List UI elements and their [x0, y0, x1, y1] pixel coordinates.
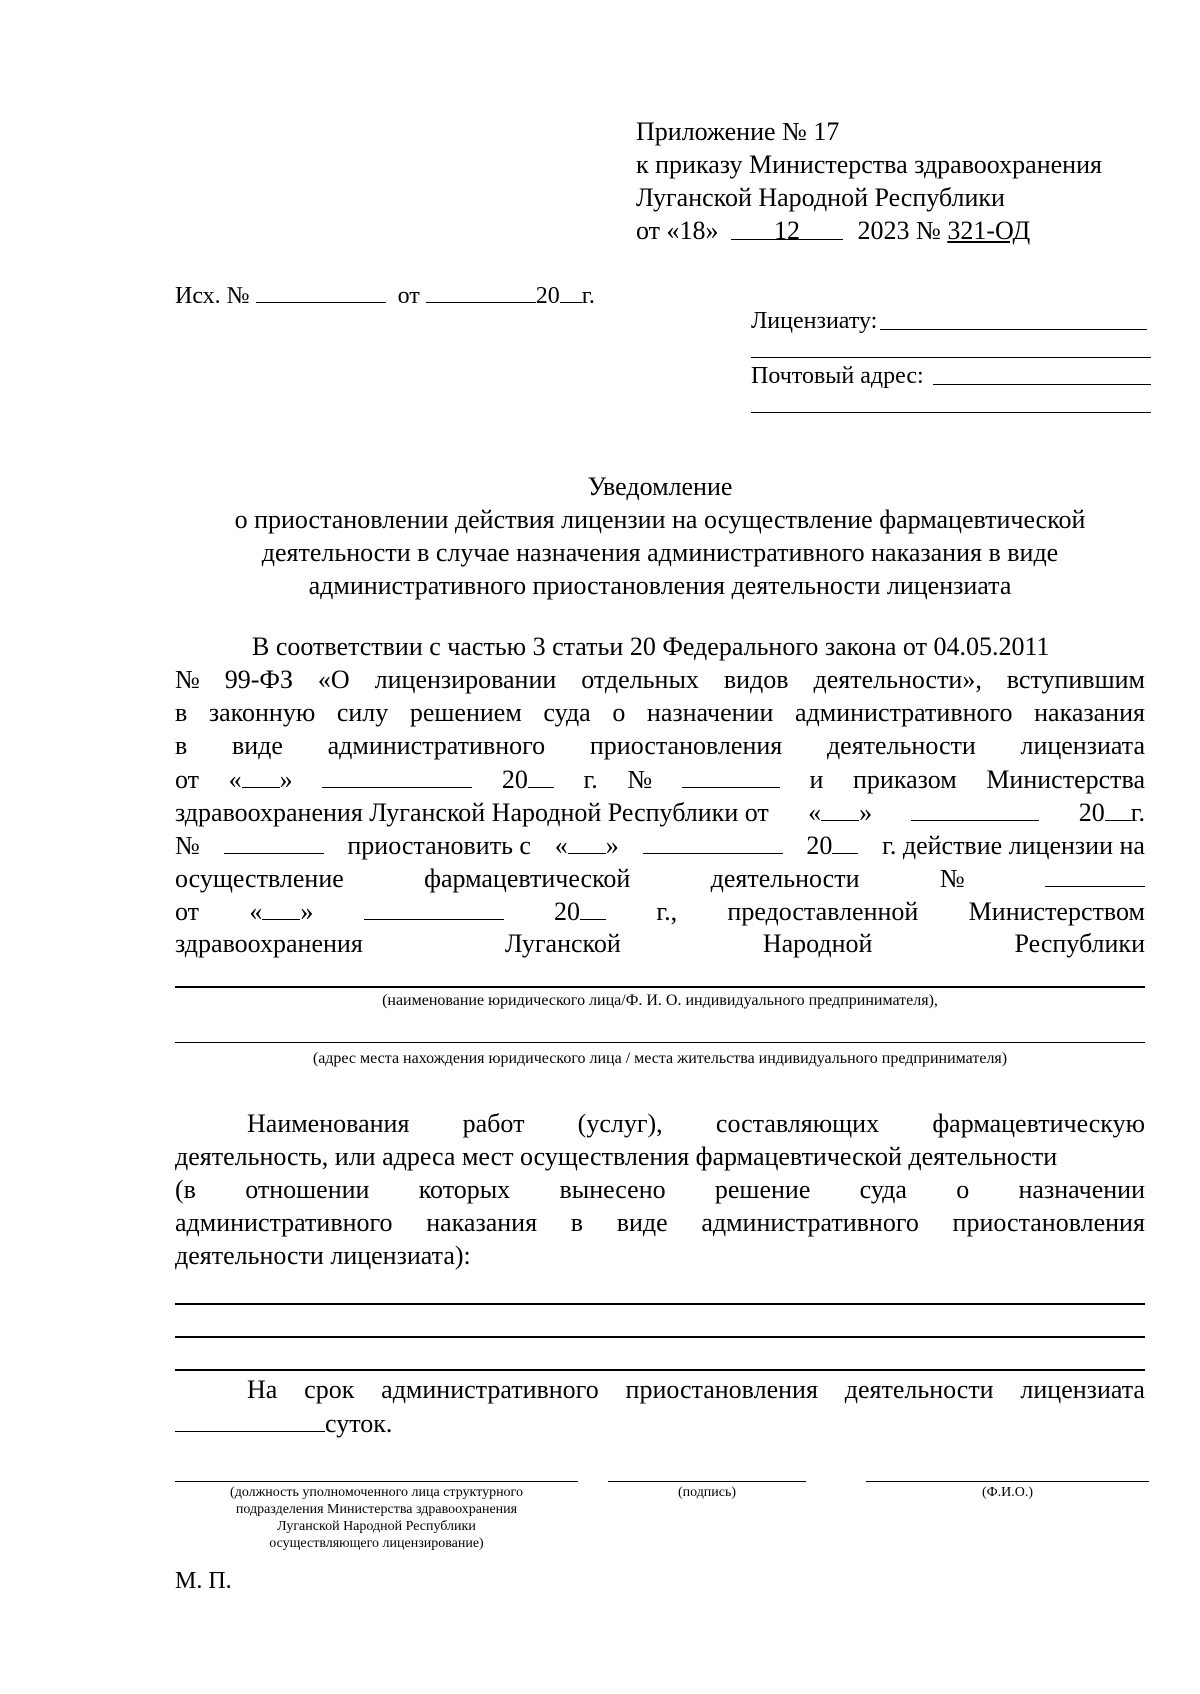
word: лицензировании — [374, 665, 557, 694]
month-blank[interactable] — [322, 763, 472, 788]
notice-subtitle-1: о приостановлении действия лицензии на осуществление фармацевтической — [234, 505, 1086, 534]
p2-line-1 — [247, 1108, 1145, 1140]
word: решением — [409, 698, 522, 727]
annex-order-ref: к приказу Министерства здравоохранения — [636, 150, 1102, 179]
word: вынесено — [559, 1175, 666, 1204]
word: г. — [583, 765, 598, 794]
word: Министерством — [968, 897, 1145, 926]
word: и — [809, 765, 824, 794]
notice-subtitle-3: административного приостановления деятельности лицензиата — [308, 571, 1012, 600]
month-blank[interactable] — [364, 895, 504, 920]
position-blank[interactable] — [175, 1481, 578, 1482]
p1-line-6 — [175, 796, 1145, 829]
license-number-blank[interactable] — [1045, 862, 1145, 887]
text: здравоохранения Луганской Народной Республики от — [175, 798, 769, 827]
day-blank[interactable] — [821, 796, 859, 821]
licensee-name-blank[interactable] — [175, 986, 1145, 988]
p1-line-7 — [175, 829, 1145, 862]
works-blank-2[interactable] — [175, 1336, 1145, 1338]
p1-line-10 — [175, 928, 1145, 960]
word: срок — [304, 1375, 355, 1404]
postal-address-blank-2[interactable] — [751, 412, 1151, 413]
word: наказания — [1034, 698, 1145, 727]
word: законную — [208, 698, 316, 727]
word: (услуг), — [577, 1109, 663, 1138]
word: наказания — [426, 1208, 538, 1237]
quote-close: » — [605, 831, 619, 860]
year-group — [1079, 796, 1145, 829]
annex-date-line — [636, 215, 1030, 247]
word: составляющих — [715, 1109, 880, 1138]
word: суда — [543, 698, 591, 727]
word: «О — [317, 665, 350, 694]
postal-address-label: Почтовый адрес: — [751, 363, 924, 389]
licensee-blank-2[interactable] — [751, 357, 1151, 358]
word: лицензиата — [1020, 1375, 1145, 1404]
p2-line-2: деятельность, или адреса мест осуществления фармацевтической деятельности — [175, 1142, 1058, 1171]
annex-year-no: 2023 № — [857, 216, 941, 245]
word: назначении — [1018, 1175, 1145, 1204]
year-prefix: 20 — [806, 831, 833, 860]
annex-title: Приложение № 17 — [636, 117, 840, 146]
word: видов — [723, 665, 789, 694]
word: назначении — [646, 698, 774, 727]
p1-line-5 — [175, 763, 1145, 796]
word: Республики — [1014, 929, 1145, 958]
licensee-name-caption: (наименование юридического лица/Ф. И. О. индивидуального предпринимателя), — [382, 992, 938, 1009]
word: № — [627, 765, 653, 794]
quote-close: » — [300, 897, 314, 926]
word: фармацевтическую — [932, 1109, 1145, 1138]
word: административного — [701, 1208, 919, 1237]
word: Луганской — [504, 929, 621, 958]
day-quote-group — [229, 763, 293, 796]
days-blank[interactable] — [175, 1407, 325, 1432]
word: № — [175, 831, 200, 860]
outgoing-suffix: г. — [581, 283, 595, 309]
p3-line-1 — [247, 1374, 1145, 1406]
word: предоставленной — [727, 897, 919, 926]
outgoing-number-blank[interactable] — [256, 278, 386, 303]
outgoing-from: от — [397, 283, 420, 309]
year-suffix: г. — [1130, 798, 1145, 827]
annex-date-prefix: от «18» — [636, 216, 719, 245]
word: в — [570, 1208, 584, 1237]
quote-close: » — [279, 765, 293, 794]
p1-line-8 — [175, 862, 1145, 895]
outgoing-year: 20 — [535, 283, 560, 309]
word: решение — [714, 1175, 811, 1204]
licensee-label: Лицензиату: — [751, 308, 878, 334]
day-blank[interactable] — [242, 763, 280, 788]
word: административного — [381, 1375, 599, 1404]
position-caption-4: осуществляющего лицензирование) — [269, 1536, 484, 1551]
word: деятельности», — [813, 665, 982, 694]
word: деятельности — [844, 1375, 994, 1404]
quote-open: « — [554, 831, 568, 860]
word: виде — [616, 1208, 668, 1237]
notice-subtitle-2: деятельности в случае назначения административного наказания в виде — [261, 538, 1059, 567]
year-prefix: 20 — [1078, 798, 1105, 827]
day-quote-group — [249, 895, 313, 928]
word: виде — [231, 731, 283, 760]
word: Наименования — [247, 1109, 410, 1138]
word: приостановления — [625, 1375, 818, 1404]
word: № — [939, 864, 965, 893]
p1-line-1: В соответствии с частью 3 статьи 20 Федерального закона от 04.05.2011 — [252, 632, 1050, 661]
word: На — [247, 1375, 278, 1404]
annex-month: 12 — [731, 215, 843, 240]
word: работ — [462, 1109, 525, 1138]
word: вступившим — [1006, 665, 1145, 694]
word: № — [175, 665, 200, 694]
word: деятельности — [710, 864, 860, 893]
word: в — [175, 698, 188, 727]
position-caption-1: (должность уполномоченного лица структурного — [230, 1485, 523, 1500]
year-prefix: 20 — [554, 897, 581, 926]
word: которых — [418, 1175, 511, 1204]
year-group — [554, 895, 606, 928]
quote-open: « — [808, 798, 822, 827]
licensee-address-caption: (адрес места нахождения юридического лица / места жительства индивидуального предпринимателя) — [312, 1050, 1008, 1067]
word: приостановления — [952, 1208, 1145, 1237]
word: 99-ФЗ — [224, 665, 293, 694]
word: осуществление — [175, 864, 344, 893]
word: отдельных — [581, 665, 699, 694]
stamp-place: М. П. — [175, 1568, 232, 1594]
word: фармацевтической — [424, 864, 631, 893]
word: деятельности — [826, 731, 976, 760]
word: от — [175, 765, 200, 794]
outgoing-prefix: Исх. № — [175, 283, 250, 309]
year-blank[interactable] — [1105, 796, 1131, 821]
word: здравоохранения — [175, 929, 363, 958]
year-prefix: 20 — [501, 765, 528, 794]
p3-line-2 — [175, 1407, 392, 1440]
p1-line-4 — [175, 730, 1145, 762]
year-blank[interactable] — [528, 763, 554, 788]
word: приостановления — [589, 731, 783, 760]
licensee-blank[interactable] — [880, 329, 1147, 330]
year-group — [806, 829, 858, 862]
order-number-blank[interactable] — [224, 829, 324, 854]
works-blank-3[interactable] — [175, 1369, 1145, 1371]
works-blank-1[interactable] — [175, 1303, 1145, 1305]
word: административного — [795, 698, 1013, 727]
signature-blank[interactable] — [608, 1481, 806, 1482]
annex-republic: Луганской Народной Республики — [636, 183, 1005, 212]
p2-line-3 — [175, 1174, 1145, 1206]
p1-line-3 — [175, 697, 1145, 729]
position-caption-3: Луганской Народной Республики — [277, 1519, 476, 1534]
day-quote-group — [555, 829, 619, 862]
fio-caption: (Ф.И.О.) — [981, 1485, 1034, 1500]
position-caption-2: подразделения Министерства здравоохранения — [235, 1502, 518, 1517]
word: отношении — [245, 1175, 370, 1204]
word: суда — [859, 1175, 907, 1204]
outgoing-line — [175, 278, 595, 311]
word: приостановить с — [347, 831, 531, 860]
text: г. действие лицензии на — [882, 831, 1145, 860]
p1-line-2 — [175, 664, 1145, 696]
word: о — [612, 698, 626, 727]
month-blank[interactable] — [911, 796, 1039, 821]
quote-close: » — [859, 798, 873, 827]
day-blank[interactable] — [262, 895, 300, 920]
p1-line-9 — [175, 895, 1145, 928]
word: лицензиата — [1020, 731, 1145, 760]
day-quote-group — [808, 796, 872, 829]
word: административного — [175, 1208, 393, 1237]
p2-line-4 — [175, 1207, 1145, 1239]
quote-open: « — [228, 765, 242, 794]
word: в — [175, 731, 188, 760]
outgoing-date-blank[interactable] — [426, 278, 536, 303]
postal-address-blank[interactable] — [933, 384, 1151, 385]
month-blank[interactable] — [643, 829, 783, 854]
word: Министерства — [986, 765, 1145, 794]
year-blank[interactable] — [580, 895, 606, 920]
outgoing-year-blank[interactable] — [560, 278, 582, 303]
word: о — [956, 1175, 970, 1204]
word: от — [175, 897, 200, 926]
word: силу — [336, 698, 389, 727]
word: приказом — [853, 765, 957, 794]
notice-title: Уведомление — [587, 472, 733, 501]
signature-caption: (подпись) — [677, 1485, 737, 1500]
day-blank[interactable] — [568, 829, 606, 854]
quote-open: « — [249, 897, 263, 926]
days-label: суток. — [325, 1409, 393, 1438]
word: (в — [175, 1175, 196, 1204]
p2-line-5: деятельности лицензиата): — [175, 1241, 471, 1270]
year-group — [502, 763, 554, 796]
word: г., — [656, 897, 678, 926]
year-blank[interactable] — [832, 829, 858, 854]
word: административного — [327, 731, 546, 760]
annex-order-number: 321-ОД — [947, 216, 1031, 245]
licensee-address-blank[interactable] — [175, 1042, 1145, 1043]
word: Народной — [762, 929, 873, 958]
decision-number-blank[interactable] — [682, 763, 780, 788]
fio-blank[interactable] — [866, 1481, 1149, 1482]
